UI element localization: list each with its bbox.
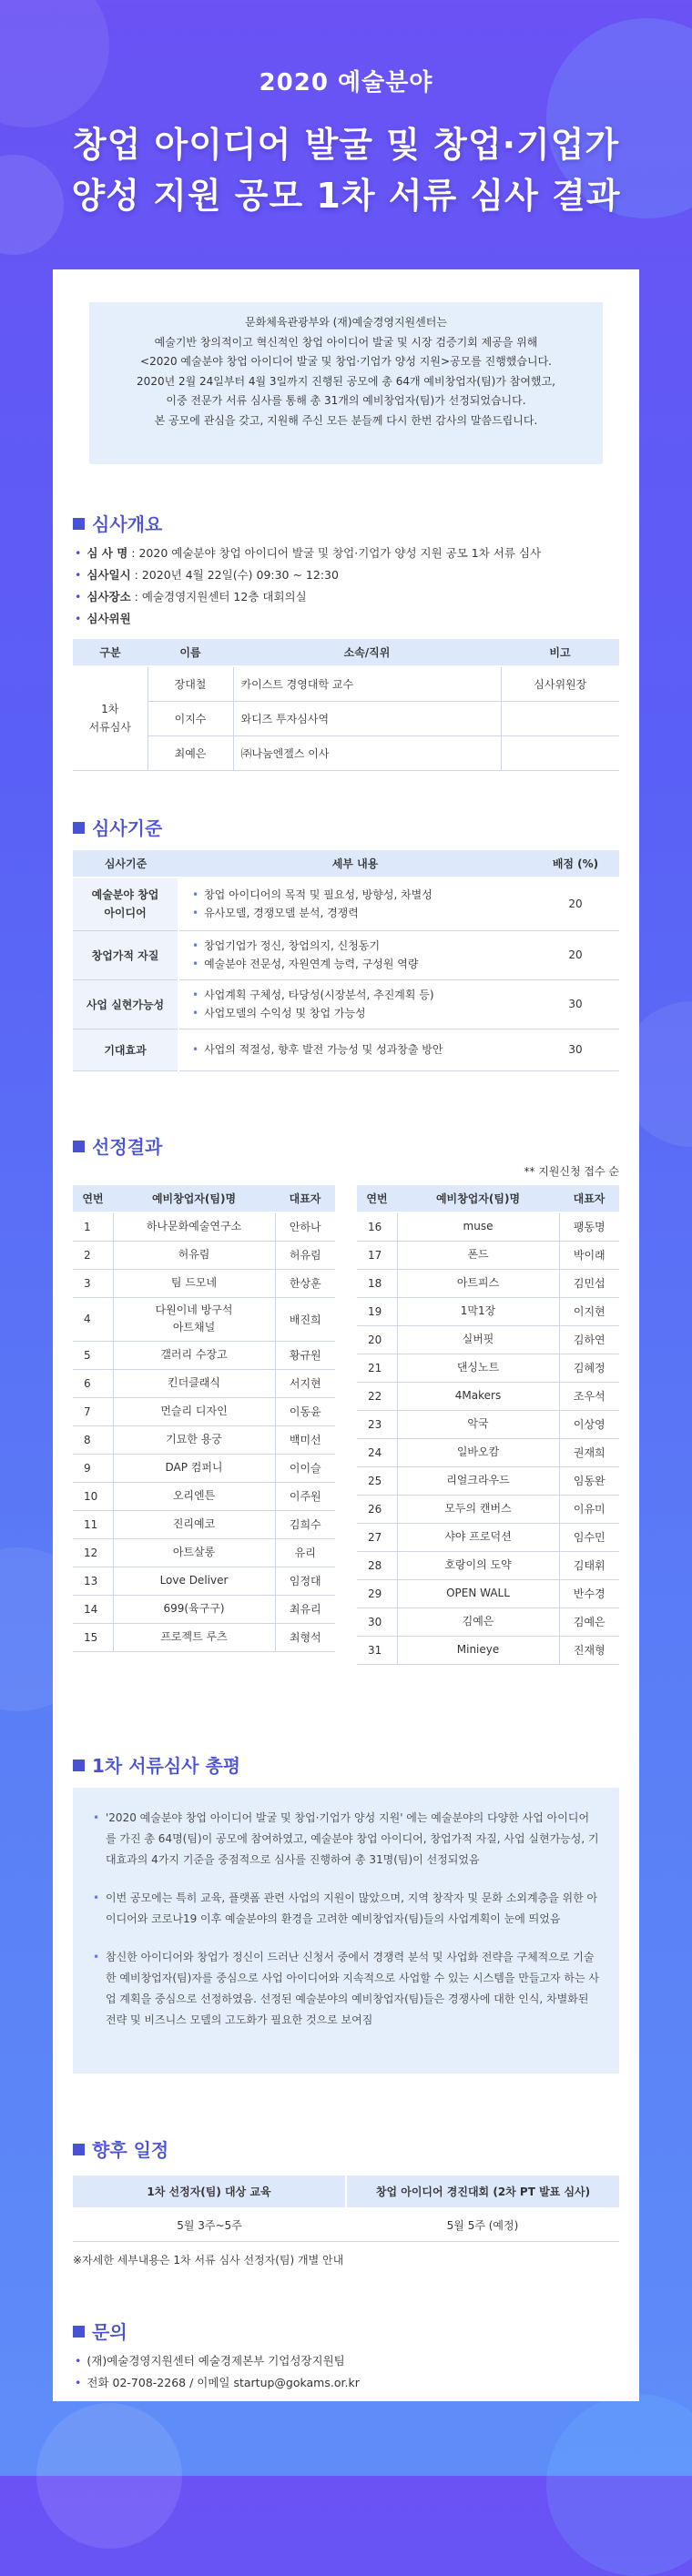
result-team: 하나문화예술연구소 [113,1212,275,1241]
result-number: 26 [357,1495,397,1523]
section-title-review: 1차 서류심사 총평 [73,1751,240,1778]
criteria-detail [178,1029,532,1070]
table-header-row [73,850,619,877]
section-title-contact: 문의 [73,2317,127,2344]
result-number: 9 [73,1454,113,1482]
result-team: 갤러리 수장고 [113,1341,275,1369]
criteria-score: 30 [532,1029,619,1070]
result-rep: 김태휘 [559,1551,619,1579]
criteria-detail [178,979,532,1029]
result-number: 7 [73,1397,113,1425]
table-row [357,1354,619,1382]
result-number: 22 [357,1382,397,1410]
table-row [357,1495,619,1523]
table-header-cell: 구분 [73,639,148,666]
table-header-cell: 1차 선정자(팀) 대상 교육 [73,2175,346,2208]
review-paragraph: • 이번 공모에는 특히 교육, 플랫폼 관련 사업의 지원이 많았으며, 지역 창작자 및 문화 소외계층을 위한 아이디어와 코로나19 이후 예술분야의 환경을 고려한 예비창업자(팀)들의 사업계획이 눈에 띄었음 [93,1888,599,1930]
result-rep: 반수경 [559,1579,619,1607]
result-team: 호랑이의 도약 [397,1551,559,1579]
review-paragraph: • '2020 예술분야 창업 아이디어 발굴 및 창업·기업가 양성 지원' 에는 예술분야의 다양한 사업 아이디어를 가진 총 64명(팀)이 공모에 참여하였고, 예술분야 창업 아이디어, 창업가적 자질, 사업 실현가능성, 기대효과의 4가지 기준을 중점적으로 심사를 진행하여 총 31명(팀)이 선정되었음 [93,1808,599,1871]
table-row [73,1269,335,1297]
table-row [357,1607,619,1636]
table-row [73,1567,335,1595]
results-table-right [357,1185,619,1665]
result-team: 악국 [397,1410,559,1438]
result-team: muse [397,1212,559,1241]
result-rep: 배진희 [275,1297,335,1341]
table-header-cell: 배점 (%) [532,850,619,877]
intro-line: 문화체육관광부와 (재)예술경영지원센터는 [245,316,447,329]
result-number: 8 [73,1425,113,1454]
table-row [73,701,619,735]
table-row [73,1297,335,1341]
table-row [73,1029,619,1070]
result-number: 13 [73,1567,113,1595]
result-team: 폰드 [397,1241,559,1269]
header-subtitle: 2020 예술분야 [259,69,433,96]
result-team: 모두의 캔버스 [397,1495,559,1523]
result-team: 킨더클래식 [113,1369,275,1397]
result-number: 31 [357,1636,397,1664]
result-rep: 최유리 [275,1595,335,1623]
table-row [73,877,619,930]
result-team: 진리예코 [113,1510,275,1538]
result-rep: 박이래 [559,1241,619,1269]
result-rep: 이이슬 [275,1454,335,1482]
result-number: 16 [357,1212,397,1241]
result-rep: 이유미 [559,1495,619,1523]
header-title-line1: 창업 아이디어 발굴 및 창업·기업가 [72,125,620,165]
contact-phone: • 전화 02-708-2268 / 이메일 startup@gokams.or.kr [75,2372,360,2394]
table-row [73,666,619,701]
result-team: 리얼크라우드 [397,1466,559,1495]
table-header-cell: 소속/직위 [233,639,501,666]
panel-affiliation: 카이스트 경영대학 교수 [233,666,501,701]
result-number: 23 [357,1410,397,1438]
criteria-detail-item: • 창업기업가 정신, 창업의지, 신청동기 [192,937,532,955]
table-header-row [73,2175,619,2208]
result-number: 10 [73,1482,113,1510]
table-row [357,1382,619,1410]
table-row [73,979,619,1029]
result-team: 프로젝트 루츠 [113,1623,275,1651]
content-card [53,269,639,2401]
intro-line: 이중 전문가 서류 심사를 통해 총 31개의 예비창업자(팀)가 선정되었습니다. [166,394,526,407]
table-header-cell: 예비창업자(팀)명 [113,1185,275,1212]
result-team: 댄싱노트 [397,1354,559,1382]
criteria-detail-item: • 사업계획 구체성, 타당성(시장분석, 추진계획 등) [192,986,532,1004]
table-row [73,930,619,979]
result-number: 27 [357,1523,397,1551]
table-row [73,1595,335,1623]
result-rep: 임수민 [559,1523,619,1551]
result-rep: 안하나 [275,1212,335,1241]
table-row [73,1425,335,1454]
square-icon [73,2326,85,2338]
panel-note: 심사위원장 [501,666,619,701]
result-number: 28 [357,1551,397,1579]
result-number: 11 [73,1510,113,1538]
criteria-name: 예술분야 창업 아이디어 [73,877,178,930]
result-number: 17 [357,1241,397,1269]
intro-line: 본 공모에 관심을 갖고, 지원해 주신 모든 분들께 다시 한번 감사의 말씀드립니다. [154,413,538,427]
result-team: 허유림 [113,1241,275,1269]
panel-note [501,735,619,770]
result-number: 15 [73,1623,113,1651]
decor-circle [546,2394,692,2576]
intro-line: <2020 예술분야 창업 아이디어 발굴 및 창업·기업가 양성 지원>공모를 진행했습니다. [140,355,552,368]
overview-place: • 심사장소 : 예술경영지원센터 12층 대회의실 [75,586,541,608]
result-number: 29 [357,1579,397,1607]
result-team: Love Deliver [113,1567,275,1595]
result-team: 4Makers [397,1382,559,1410]
result-team: 김예은 [397,1607,559,1636]
result-number: 18 [357,1269,397,1297]
table-row [357,1410,619,1438]
criteria-score: 20 [532,877,619,930]
table-row [73,2208,619,2241]
overview-list [75,543,541,630]
result-team: 기묘한 용궁 [113,1425,275,1454]
result-number: 21 [357,1354,397,1382]
square-icon [73,822,85,834]
table-header-cell: 예비창업자(팀)명 [397,1185,559,1212]
result-number: 6 [73,1369,113,1397]
criteria-table [73,850,619,1071]
criteria-name: 창업가적 자질 [73,930,178,979]
panel-table [73,639,619,771]
result-team: 일바오캄 [397,1438,559,1466]
result-rep: 황규원 [275,1341,335,1369]
result-team: 아트피스 [397,1269,559,1297]
table-row [357,1579,619,1607]
result-team: OPEN WALL [397,1579,559,1607]
result-rep: 서지현 [275,1369,335,1397]
table-header-cell: 대표자 [559,1185,619,1212]
square-icon [73,518,85,530]
criteria-score: 20 [532,930,619,979]
section-title-results: 선정결과 [73,1132,162,1159]
table-row [357,1212,619,1241]
result-number: 25 [357,1466,397,1495]
table-row [73,1369,335,1397]
section-title-overview: 심사개요 [73,510,162,536]
result-number: 24 [357,1438,397,1466]
criteria-name: 사업 실현가능성 [73,979,178,1029]
result-team: 699(육구구) [113,1595,275,1623]
page-header [0,0,692,264]
table-row [73,1538,335,1567]
result-rep: 이상영 [559,1410,619,1438]
table-header-cell: 이름 [148,639,233,666]
table-header-cell: 연번 [73,1185,113,1212]
result-team: 오리엔튼 [113,1482,275,1510]
table-row [73,1510,335,1538]
square-icon [73,1760,85,1771]
results-order-note: ** 지원신청 접수 순 [524,1165,619,1178]
table-row [357,1636,619,1664]
schedule-table [73,2175,619,2242]
schedule-value: 5월 3주~5주 [73,2208,346,2241]
result-team: 아트살롱 [113,1538,275,1567]
result-rep: 김예은 [559,1607,619,1636]
result-rep: 이동윤 [275,1397,335,1425]
table-row [73,1341,335,1369]
result-number: 20 [357,1325,397,1354]
overview-name: • 심 사 명 : 2020 예술분야 창업 아이디어 발굴 및 창업·기업가 양성 지원 공모 1차 서류 심사 [75,543,541,564]
table-row [73,735,619,770]
table-row [73,1482,335,1510]
result-team: 실버핏 [397,1325,559,1354]
contact-list [75,2350,360,2394]
result-team: 팀 드모네 [113,1269,275,1297]
overview-panel: • 심사위원 [75,608,541,630]
result-rep: 김혜정 [559,1354,619,1382]
table-header-row [357,1185,619,1212]
panel-category: 1차 서류심사 [73,666,148,770]
table-row [357,1325,619,1354]
result-rep: 유리 [275,1538,335,1567]
table-header-cell: 연번 [357,1185,397,1212]
table-row [73,1454,335,1482]
intro-line: 2020년 2월 24일부터 4월 3일까지 진행된 공모에 총 64개 예비창업자(팀)가 참여했고, [137,374,555,388]
result-number: 12 [73,1538,113,1567]
panel-affiliation: 와디즈 투자심사역 [233,701,501,735]
result-team: 샤야 프로덕션 [397,1523,559,1551]
panel-note [501,701,619,735]
criteria-detail-item: • 창업 아이디어의 목적 및 필요성, 방향성, 차별성 [192,886,532,904]
square-icon [73,1141,85,1152]
result-rep: 진재형 [559,1636,619,1664]
table-row [357,1551,619,1579]
result-team: 먼슬리 디자인 [113,1397,275,1425]
intro-box [89,302,603,464]
result-number: 3 [73,1269,113,1297]
criteria-detail [178,930,532,979]
panel-name: 최예은 [148,735,233,770]
criteria-detail-item: • 사업모델의 수익성 및 창업 가능성 [192,1004,532,1022]
table-row [73,1397,335,1425]
result-rep: 김민섭 [559,1269,619,1297]
header-title-line2: 양성 지원 공모 1차 서류 심사 결과 [71,176,621,216]
result-team: DAP 컴퍼니 [113,1454,275,1482]
result-rep: 허유림 [275,1241,335,1269]
section-title-schedule: 향후 일정 [73,2135,168,2162]
result-team: 다원이네 방구석 아트채널 [113,1297,275,1341]
result-team: Minieye [397,1636,559,1664]
result-number: 5 [73,1341,113,1369]
criteria-name: 기대효과 [73,1029,178,1070]
table-header-cell: 심사기준 [73,850,178,877]
schedule-note: ※자세한 세부내용은 1차 서류 심사 선정자(팀) 개별 안내 [73,2254,344,2267]
review-paragraph: • 참신한 아이디어와 창업가 정신이 드러난 신청서 중에서 경쟁력 분석 및 사업화 전략을 구체적으로 기술한 예비창업자(팀)자를 중심으로 사업 아이디어와 지속적으로 사업할 수 있는 시스템을 만들고자 하는 사업 계획을 중심으로 선정하였음. 선정된 예술분야의 예비창업자(팀)들은 경쟁사에 대한 인식, 차별화된 전략 및 비즈니스 모델의 고도화가 필요한 것으로 보여짐 [93,1947,599,2031]
result-rep: 김희수 [275,1510,335,1538]
criteria-detail [178,877,532,930]
table-row [357,1269,619,1297]
decor-circle [36,2403,182,2549]
table-row [73,1623,335,1651]
result-number: 2 [73,1241,113,1269]
table-row [73,1241,335,1269]
panel-affiliation: ㈜나눔엔젤스 이사 [233,735,501,770]
table-row [357,1241,619,1269]
result-number: 1 [73,1212,113,1241]
section-title-criteria: 심사기준 [73,814,162,840]
table-row [357,1297,619,1325]
panel-name: 장대철 [148,666,233,701]
schedule-value: 5월 5주 (예정) [346,2208,619,2241]
result-rep: 이주원 [275,1482,335,1510]
table-header-cell: 창업 아이디어 경진대회 (2차 PT 발표 심사) [346,2175,619,2208]
result-rep: 한상훈 [275,1269,335,1297]
result-rep: 이지현 [559,1297,619,1325]
criteria-score: 30 [532,979,619,1029]
overview-date: • 심사일시 : 2020년 4월 22일(수) 09:30 ~ 12:30 [75,564,541,586]
result-rep: 백미선 [275,1425,335,1454]
result-rep: 임동완 [559,1466,619,1495]
table-header-row [73,1185,335,1212]
result-rep: 최형석 [275,1623,335,1651]
square-icon [73,2144,85,2155]
result-rep: 팽동명 [559,1212,619,1241]
table-row [357,1438,619,1466]
result-rep: 김하연 [559,1325,619,1354]
results-table-left [73,1185,335,1652]
result-rep: 임정대 [275,1567,335,1595]
table-header-cell: 대표자 [275,1185,335,1212]
result-rep: 권재희 [559,1438,619,1466]
result-number: 4 [73,1297,113,1341]
table-header-row [73,639,619,666]
criteria-detail-item: • 사업의 적절성, 향후 발전 가능성 및 성과창출 방안 [192,1040,532,1059]
result-rep: 조우석 [559,1382,619,1410]
contact-org: • (재)예술경영지원센터 예술경제본부 기업성장지원팀 [75,2350,360,2372]
result-number: 30 [357,1607,397,1636]
result-number: 14 [73,1595,113,1623]
result-team: 1막1장 [397,1297,559,1325]
table-header-cell: 비고 [501,639,619,666]
table-row [357,1466,619,1495]
table-row [357,1523,619,1551]
criteria-detail-item: • 유사모델, 경쟁모델 분석, 경쟁력 [192,904,532,922]
table-row [73,1212,335,1241]
intro-line: 예술기반 창의적이고 혁신적인 창업 아이디어 발굴 및 시장 검증기회 제공을 위해 [154,335,538,349]
table-header-cell: 세부 내용 [178,850,532,877]
criteria-detail-item: • 예술분야 전문성, 자원연계 능력, 구성원 역량 [192,955,532,973]
review-box [73,1788,619,2074]
panel-name: 이지수 [148,701,233,735]
result-number: 19 [357,1297,397,1325]
